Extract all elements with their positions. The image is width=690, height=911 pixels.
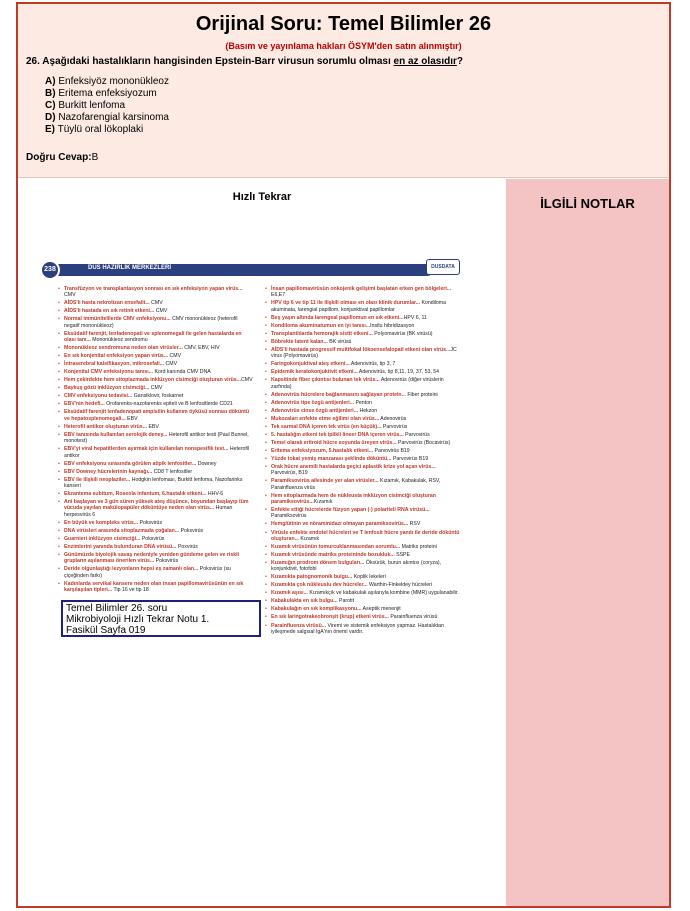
fact-prompt: Faringokonjuktival ateş etkeni...: [271, 361, 350, 368]
fact-prompt: Adenovirüs cinse özgü antijenleri...: [271, 407, 359, 414]
right-fact-list: [265, 286, 460, 635]
fact-answer: Hodgkin lenfoması, Burkitt lenfoma, Nazofarinks kanseri: [64, 476, 243, 489]
fact-answer: Poksvirüs (su çiçeğinden farkı): [64, 566, 231, 579]
fact-item: [58, 409, 253, 422]
fact-answer: Insitu hibridizasyon: [370, 322, 415, 329]
fact-item: [265, 347, 460, 360]
fact-prompt: Kızamıkta çok nükleuslu dev hücreler...: [271, 582, 368, 589]
fact-answer: CMV: [241, 377, 253, 384]
fact-prompt: Konjenital CMV enfeksiyonu tanısı...: [64, 369, 154, 376]
fact-item: [265, 400, 460, 406]
callout-line-1: Temel Bilimler 26. soru: [66, 603, 168, 614]
fact-prompt: EBV tanısında kullanılan serolojik deney...: [64, 431, 168, 438]
fact-answer: Kızamık: [298, 535, 320, 542]
book-column-right: [265, 286, 460, 637]
fact-item: [58, 491, 253, 497]
fact-prompt: AİDS'li hastada progressif multifokal lökoensefalopati etkeni olan virüs...: [271, 346, 451, 353]
fact-answer: Parvovirüs B19: [373, 447, 410, 454]
question-text: [26, 56, 463, 67]
fact-prompt: Böbrekte latent kalan...: [271, 338, 328, 345]
fact-prompt: Adenovirüs hücrelere bağlanmasını sağlayan protein...: [271, 391, 406, 398]
fact-prompt: Kabakulağın en sık komplikasyonu...: [271, 606, 362, 613]
fact-answer: Parotit: [337, 598, 355, 605]
fact-item: [265, 464, 460, 477]
fact-answer: CMV mononükleoz (heterofil negatif mononükleoz): [64, 316, 238, 329]
fact-answer: Adenovirüs: [379, 415, 407, 422]
fact-answer: Parainfluenza virüsü: [388, 614, 438, 621]
fact-item: [58, 520, 253, 526]
notes-title: İLGİLİ NOTLAR: [540, 196, 635, 211]
callout-line-3: Fasikül Sayfa 019: [66, 625, 146, 636]
fact-answer: Paramiksovirüs: [271, 513, 307, 520]
fact-answer: EBV: [147, 423, 159, 430]
fact-item: [265, 560, 460, 573]
fact-item: [265, 286, 460, 299]
fact-answer: HPV 6, 11: [403, 314, 427, 321]
book-logo: DUSDATA: [426, 259, 460, 275]
book-page: [40, 254, 460, 854]
fact-item: [265, 478, 460, 491]
fact-item: [58, 499, 253, 518]
fact-prompt: Kızamık virüsünün tomurcuklanmasından sorumlu...: [271, 543, 401, 550]
fact-answer: CMV: [64, 292, 76, 299]
fact-item: [58, 300, 253, 306]
fact-prompt: İntraserebral kalsifikasyon, mikrosefali...: [64, 361, 165, 368]
fact-item: [58, 544, 253, 550]
fact-item: [265, 606, 460, 612]
fact-item: [265, 448, 460, 454]
fact-item: [265, 456, 460, 462]
fact-item: [265, 493, 460, 506]
fact-item: [58, 377, 253, 383]
option-a: A) Enfeksiyöz mononükleoz: [45, 76, 169, 87]
option-e: E) Tüylü oral lökoplaki: [45, 124, 144, 135]
fact-item: [265, 507, 460, 520]
fact-prompt: EBV'nin hedefi...: [64, 401, 105, 408]
fact-answer: Heterofil antikor: [64, 446, 250, 459]
fact-answer: E6,E7: [271, 292, 286, 299]
fact-prompt: Eritema enfeksiyozum, 5.hastalık etkeni...: [271, 447, 374, 454]
fact-answer: Viremi ve sistemik enfeksiyon yapmaz. Hastalıktan iyileşmede salgısal IgA'nın önemi vardır.: [271, 622, 444, 635]
book-header: [40, 258, 460, 280]
fact-answer: Parvovirüs B19: [391, 455, 429, 462]
fact-answer: Hekzon: [358, 407, 378, 414]
fact-prompt: EBV enfeksiyonu sırasında görülen atipik lenfositler...: [64, 460, 197, 467]
fact-prompt: Kızamık virüsünde matriks proteininde bozukluk...: [271, 551, 395, 558]
fact-item: [265, 323, 460, 329]
fact-answer: Kızamık, Kabakulak, RSV, Parainfluenza virüs: [271, 478, 441, 491]
fact-answer: Kord kanında CMV DNA: [153, 369, 211, 376]
option-b: B) Eritema enfeksiyozum: [45, 88, 157, 99]
book-column-left: [58, 286, 253, 595]
fact-prompt: Mukozaları enfekte etme eğilimi olan virüs...: [271, 415, 380, 422]
fact-item: [265, 544, 460, 550]
fact-prompt: Eksüdatif farenjit lenfadenopati ampisilin kullanım öyküsü sonrası döküntü ve hepatosplenomegali...: [64, 409, 250, 422]
fact-item: [58, 432, 253, 445]
fact-prompt: En sık konjenital enfeksiyon yapan virüs...: [64, 353, 169, 360]
option-c: C) Burkitt lenfoma: [45, 100, 126, 111]
fact-item: [58, 401, 253, 407]
fact-answer: Kızamık: [313, 499, 333, 506]
fact-item: [58, 566, 253, 579]
fact-answer: Öksürük, burun akıntısı (coryza), konjunktivit, fotofobi: [271, 559, 442, 573]
fact-prompt: Yüzde tokat yemiş manzarası şeklinde döküntü...: [271, 455, 392, 462]
fact-item: [265, 315, 460, 321]
fact-prompt: CMV enfeksiyonu tedavisi...: [64, 393, 133, 400]
fact-prompt: AİDS'li hastada en sık retinit etkeni...: [64, 308, 155, 315]
fact-prompt: Hem çekirdekte hem sitoplazmada inklüzyon cisimciği oluşturan virüs...: [64, 377, 242, 384]
fact-item: [58, 345, 253, 351]
question-title: Orijinal Soru: Temel Bilimler 26: [195, 13, 492, 35]
fact-prompt: Kızamıkta patognomonik bulgu...: [271, 574, 353, 581]
fact-answer: CD8 T lenfositler: [152, 468, 193, 475]
fact-answer: Parvovirüs, B19: [271, 470, 308, 477]
fact-prompt: Ekzantema subitum, Roseola infantum, 6.hastalık etkeni...: [64, 491, 207, 498]
fact-prompt: Hem sitoplazmada hem de nükleusta inklüzyon cisimciği oluşturan paramiksovirüs...: [271, 492, 436, 506]
fact-answer: CMV: [168, 353, 182, 360]
fact-prompt: Hemglütinin ve nöraminidazı olmayan paramiksovirüs...: [271, 521, 409, 528]
fact-answer: Aseptik menenjit: [361, 606, 401, 613]
fact-prompt: EBV'yi viral hepatitlerden ayırmak için kullanılan nonspesifik test...: [64, 446, 229, 453]
fact-answer: Gansiklovir, foskarnet: [132, 393, 184, 400]
fact-prompt: Ani başlayan ve 3 gün süren yüksek ateş düşünce, boyundan başlayıp tüm vücuda yayılan makülopapüler döküntüye neden olan virüs...: [64, 499, 249, 512]
fact-answer: Poksvirüs: [179, 527, 204, 534]
fact-answer: Human herpesvirüs 6: [64, 505, 233, 518]
fact-answer: Poksvirüs: [140, 535, 165, 542]
fact-item: [265, 574, 460, 580]
fact-answer: RSV: [408, 521, 421, 528]
fact-prompt: Enfekte ettiği hücrelerde füzyon yapan (-) polariteli RNA virüsü...: [271, 507, 430, 514]
fact-item: [58, 446, 253, 459]
fact-item: [58, 469, 253, 475]
correct-answer-value: B: [91, 152, 99, 163]
fact-prompt: Transfüzyon ve transplantasyon sonrası en sık enfeksiyon yapan virüs...: [64, 286, 243, 292]
fact-item: [265, 369, 460, 375]
fact-item: [265, 377, 460, 390]
fact-answer: Poksvirüs: [154, 558, 179, 565]
fact-answer: Poksvirüs: [138, 519, 163, 526]
fact-prompt: Eksüdatif farenjit, lenfadenopati ve splenomegali ile gelen hastalarda en olası tanı...: [64, 330, 242, 344]
book-header-label: DUS HAZIRLIK MERKEZLERİ: [88, 265, 171, 271]
fact-answer: Kızamıkçık ve kabakulak aşılarıyla kombine (MMR) uygulanabilir.: [307, 590, 459, 597]
fact-item: [265, 392, 460, 398]
fact-item: [265, 521, 460, 527]
fact-answer: Kondiloma akuminata, larengial papillom, konjunktival papillomlar: [271, 300, 447, 313]
fact-item: [58, 385, 253, 391]
fact-answer: Penton: [354, 399, 372, 406]
fact-item: [58, 528, 253, 534]
fact-item: [58, 477, 253, 490]
fact-prompt: Guarnieri inklüzyon cisimciği...: [64, 535, 141, 542]
fact-item: [58, 461, 253, 467]
fact-answer: Warthin-Finkeldey hücreleri: [367, 582, 432, 589]
fact-prompt: En sık laringotrakeobronşit (krup) etkeni virüs...: [271, 614, 389, 621]
notes-panel: [506, 179, 669, 908]
fact-prompt: Kadınlarda servikal kansere neden olan insan papillomavirüsünün en sık karşılaşılan tipleri...: [64, 580, 244, 593]
fact-prompt: Kızamığın prodrom dönem bulguları...: [271, 559, 365, 566]
fact-prompt: Heterofil antikor oluşturan virüs...: [64, 423, 148, 430]
fact-item: [265, 416, 460, 422]
fact-prompt: Beş yaşın altında larengeal papillomun en sık etkeni...: [271, 314, 404, 321]
fact-item: [58, 361, 253, 367]
fact-item: [58, 536, 253, 542]
fact-item: [58, 286, 253, 299]
fact-item: [58, 308, 253, 314]
fact-prompt: Virüsle enfekte endotel hücreleri ve T lenfosit hücre yanıtı ile deride döküntü oluşturan...: [271, 529, 460, 542]
fact-item: [265, 339, 460, 345]
fact-prompt: Baykuş gözü inklüzyon cisimciği...: [64, 385, 150, 392]
fact-item: [58, 424, 253, 430]
fact-item: [265, 590, 460, 596]
fact-prompt: Normal immünitelilerde CMV enfeksiyonu...: [64, 316, 171, 323]
fact-item: [265, 440, 460, 446]
option-d: D) Nazofarengial karsinoma: [45, 112, 169, 123]
book-page-number: 238: [40, 260, 60, 280]
fact-item: [58, 331, 253, 344]
question-text-main: 26. Aşağıdaki hastalıkların hangisinden Epstein-Barr virusun sorumlu olması: [26, 56, 394, 67]
answer-options: [45, 76, 169, 136]
fact-prompt: Epidemik keratokonjuktivit etkeni...: [271, 369, 358, 376]
fact-prompt: Kabakulakta en sık bulgu...: [271, 598, 338, 605]
fact-prompt: Günümüzde biyolojik savaş nedeniyle yeniden gündeme gelen ve riskli grupların aşılanması önerilen virüs...: [64, 551, 239, 565]
correct-answer: Doğru Cevap:B: [26, 152, 99, 163]
fact-answer: Tip 16 ve tip 18: [112, 587, 149, 593]
fact-answer: CMV, EBV, HIV: [182, 345, 220, 352]
fact-answer: Adenovirüs (diğer virüslerin zarfında): [271, 377, 444, 390]
fact-item: [265, 300, 460, 313]
fact-answer: Orofarenks-nazofarenks epiteli ve B lenfositlerde CD21: [104, 401, 233, 408]
fact-answer: CMV: [154, 308, 168, 315]
fact-item: [265, 623, 460, 636]
fact-answer: Parvovirüs: [403, 431, 430, 438]
fact-answer: EBV: [125, 415, 138, 422]
fact-prompt: 5. hastalığın etkeni tek iplikli lineer DNA içeren virüs...: [271, 431, 404, 438]
source-callout: [61, 600, 261, 637]
fact-prompt: Deride olgunlaştığı lezyonların hepsi eş zamanlı olan...: [64, 566, 199, 573]
fact-item: [265, 552, 460, 558]
fact-answer: Fiber proteini: [405, 391, 438, 398]
fact-prompt: Enzimlerini yanında bulunduran DNA virüsü...: [64, 543, 177, 550]
fact-prompt: Temel olarak eritroid hücre soyunda üreyen virüs...: [271, 439, 397, 446]
fact-prompt: Parainfluenza virüsü...: [271, 622, 327, 629]
fact-item: [265, 614, 460, 620]
fact-prompt: Kondiloma akuminatumun en iyi tanısı...: [271, 322, 371, 329]
fact-answer: BK virüsü: [327, 338, 352, 345]
fact-answer: Koplik lekeleri: [352, 574, 386, 581]
fact-prompt: EBV Downey hücrelerinin kaynağı...: [64, 468, 153, 475]
fact-item: [58, 353, 253, 359]
fact-prompt: İnsan papillomavirüsün onkojenik gelişimi başlatan erken gen bölgeleri...: [271, 286, 452, 292]
fact-prompt: DNA virüsleri arasında sitoplazmada çoğalan...: [64, 527, 180, 534]
fact-prompt: EBV ile ilişkili neoplaziler...: [64, 476, 131, 483]
fact-item: [265, 424, 460, 430]
fact-answer: Downey: [196, 460, 217, 467]
review-title: Hızlı Tekrar: [232, 191, 292, 203]
fact-item: [265, 408, 460, 414]
fact-answer: Matriks proteini: [400, 543, 437, 550]
fact-prompt: HPV tip 6 ve tip 11 ile ilişkili olması en olası klinik durumlar...: [271, 300, 421, 307]
fact-item: [58, 393, 253, 399]
fact-item: [58, 552, 253, 565]
question-text-emphasis: en az olasıdır: [393, 56, 457, 67]
fact-item: [58, 369, 253, 375]
fact-answer: SSPE: [394, 551, 410, 558]
fact-prompt: Orak hücre anemili hastalarda geçici aplastik krize yol açan virüs...: [271, 463, 436, 470]
fact-item: [265, 598, 460, 604]
fact-prompt: Adenovirüs tipe özgü antijenleri...: [271, 399, 355, 406]
fact-answer: CMV: [149, 300, 163, 307]
copyright-note: (Basım ve yayınlama hakları ÖSYM'den satın alınmıştır): [225, 41, 462, 51]
fact-item: [265, 432, 460, 438]
fact-item: [265, 331, 460, 337]
fact-prompt: Kızamık aşısı...: [271, 590, 308, 597]
fact-prompt: AİDS'li hasta nekrotizan ensefalit...: [64, 300, 150, 307]
fact-item: [265, 582, 460, 588]
fact-answer: Adenovirüs, tip 3, 7: [349, 361, 396, 368]
fact-prompt: Transplantlılarda hemorajik sistit etkeni...: [271, 330, 373, 337]
fact-prompt: En büyük ve kompleks virüs...: [64, 519, 139, 526]
fact-answer: Polyomavirüs (BK virüsü): [372, 330, 433, 337]
fact-answer: Poxvirüs: [176, 543, 198, 550]
fact-answer: Parvovirüs: [381, 423, 408, 430]
fact-answer: Parvovirüs (Bocavirüs): [396, 439, 451, 446]
fact-prompt: Paramiksovirüs ailesinde yer alan virüsler...: [271, 478, 379, 485]
fact-item: [58, 316, 253, 329]
fact-item: [265, 530, 460, 543]
fact-answer: Heterofil antikor testi (Paul Bunnel, monotest): [64, 431, 249, 445]
fact-answer: HHV-6: [206, 491, 224, 498]
fact-prompt: Mononükleoz sendromuna neden olan virüsler...: [64, 345, 183, 352]
fact-answer: CMV: [149, 385, 163, 392]
fact-answer: JC virus (Polyomavirüs): [271, 346, 457, 360]
fact-item: [265, 361, 460, 367]
left-fact-list: [58, 286, 253, 593]
question-text-end: ?: [456, 56, 463, 67]
fact-item: [58, 581, 253, 594]
fact-answer: CMV: [164, 361, 178, 368]
question-box: [18, 4, 669, 178]
fact-prompt: Kapsitinde fiber çıkıntısı bulunan tek virüs...: [271, 377, 380, 384]
callout-line-2: Mikrobiyoloji Hızlı Tekrar Notu 1.: [66, 614, 210, 625]
fact-answer: Mononükleoz sendromu: [90, 337, 148, 344]
fact-answer: Adenovirüs, tip 8,11, 19, 37, 53, 54: [357, 369, 440, 376]
fact-prompt: Tek sarmal DNA içeren tek virüs (en küçük)...: [271, 423, 382, 430]
